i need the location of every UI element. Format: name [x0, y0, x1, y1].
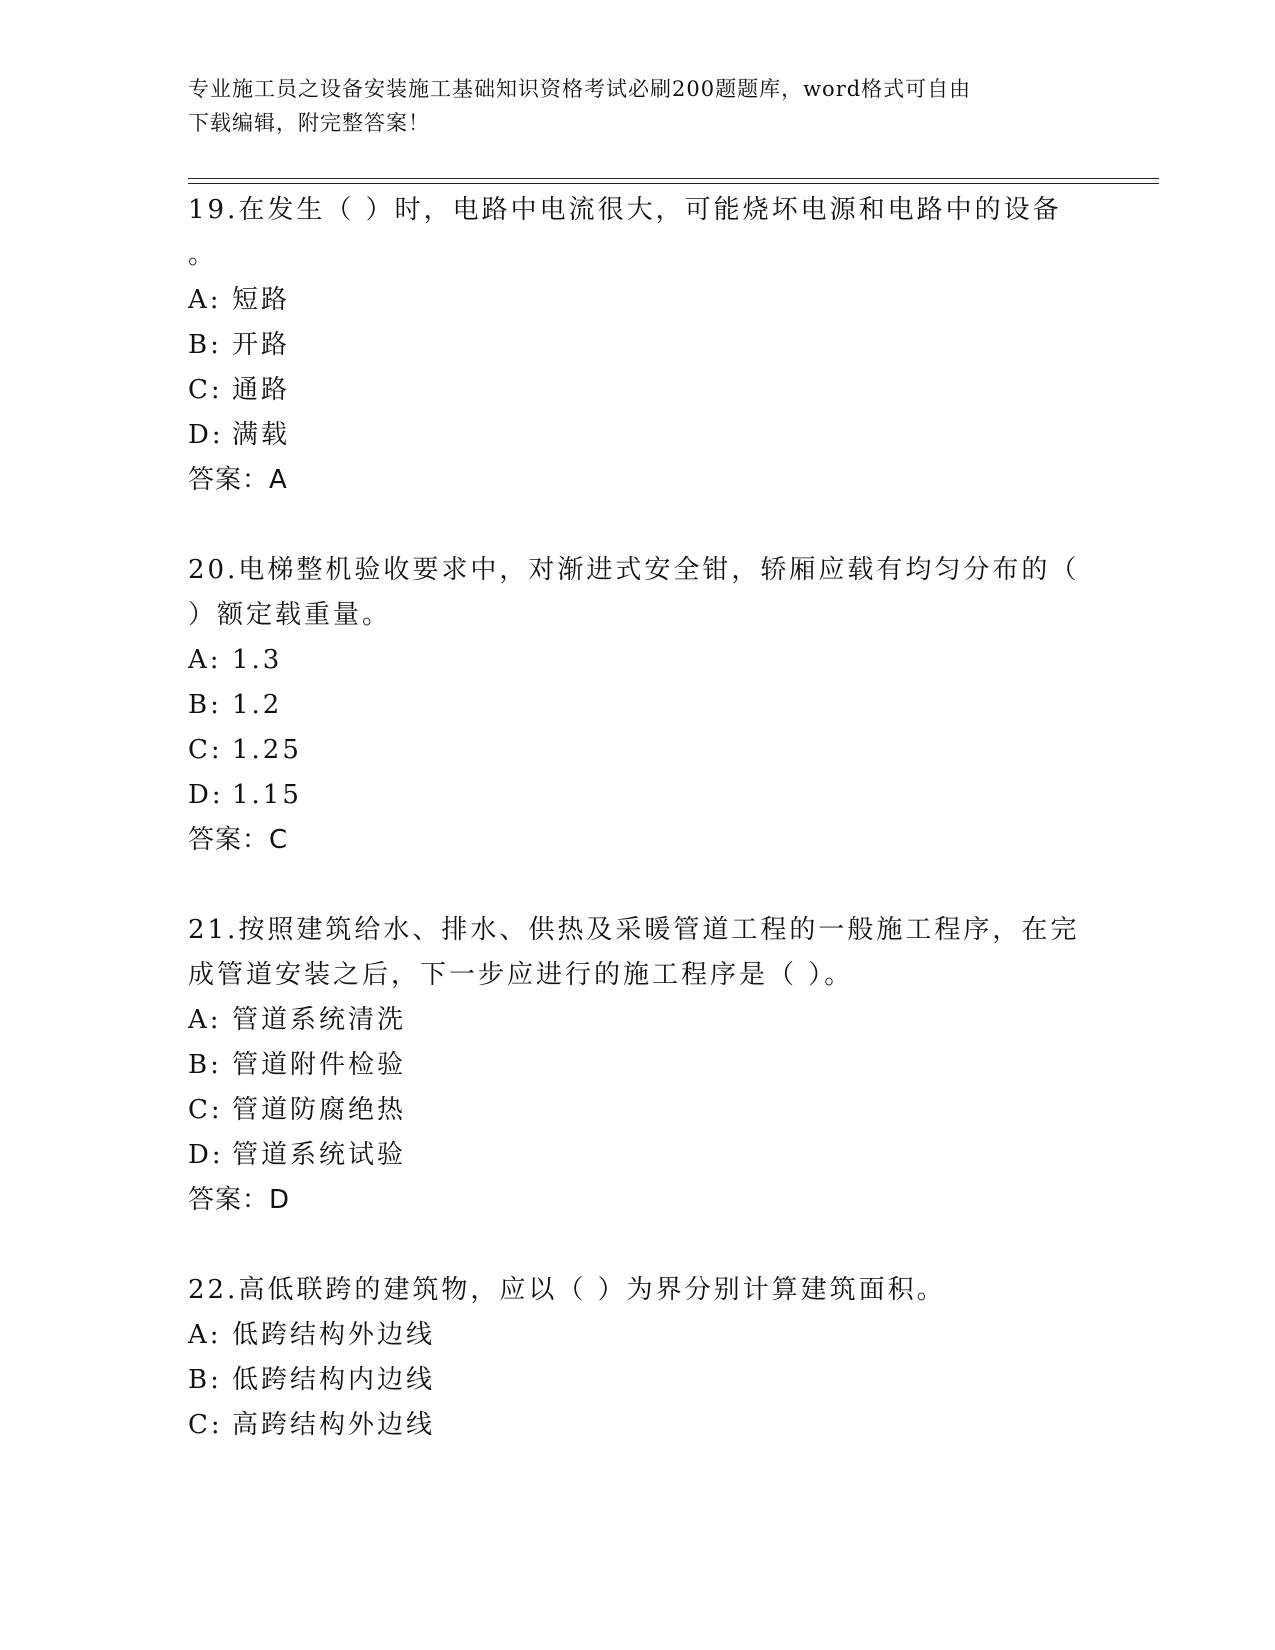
- option-letter: B:: [188, 1050, 222, 1080]
- option-d: [188, 773, 1088, 818]
- option-text: 管道防腐绝热: [232, 1095, 407, 1125]
- question-text-line-1: 电梯整机验收要求中，对渐进式安全钳，轿厢应载有均匀分布的（: [238, 555, 1080, 585]
- option-a: [188, 1313, 1088, 1358]
- option-letter: D:: [188, 1140, 224, 1170]
- option-c: [188, 1088, 1088, 1133]
- question-number: 20.: [188, 555, 239, 585]
- question-number: 19.: [188, 195, 239, 225]
- option-text: 1.3: [232, 645, 283, 675]
- question-text-line-1: 按照建筑给水、排水、供热及采暖管道工程的一般施工程序，在完: [238, 915, 1080, 945]
- question-list: [188, 188, 1088, 1493]
- option-letter: A:: [188, 285, 222, 315]
- option-text: 1.2: [232, 690, 283, 720]
- option-text: 管道系统试验: [232, 1140, 407, 1170]
- option-d: [188, 1133, 1088, 1178]
- option-c: [188, 368, 1088, 413]
- option-letter: A:: [188, 645, 222, 675]
- option-letter: B:: [188, 330, 222, 360]
- option-text: 管道附件检验: [232, 1050, 407, 1080]
- option-letter: D:: [188, 420, 224, 450]
- option-letter: B:: [188, 1365, 222, 1395]
- question-number: 21.: [188, 915, 239, 945]
- question-stem: [188, 1268, 1088, 1313]
- option-letter: D:: [188, 780, 224, 810]
- option-text: 通路: [232, 375, 291, 405]
- answer-line: 答案：A: [188, 465, 288, 495]
- option-text: 满载: [232, 420, 291, 450]
- document-header: [188, 72, 1088, 140]
- question-text-line-1: 在发生（ ）时，电路中电流很大，可能烧坏电源和电路中的设备: [238, 195, 1062, 225]
- question-21: [188, 908, 1088, 1223]
- option-a: [188, 278, 1088, 323]
- question-stem: [188, 908, 1088, 953]
- option-text: 开路: [232, 330, 291, 360]
- option-d: [188, 413, 1088, 458]
- option-b: [188, 1358, 1088, 1403]
- question-22: [188, 1268, 1088, 1448]
- question-number: 22.: [188, 1275, 239, 1305]
- option-b: [188, 1043, 1088, 1088]
- question-stem: [188, 188, 1088, 233]
- option-letter: C:: [188, 1410, 223, 1440]
- option-a: [188, 638, 1088, 683]
- option-letter: B:: [188, 690, 222, 720]
- option-text: 管道系统清洗: [232, 1005, 407, 1035]
- option-text: 高跨结构外边线: [232, 1410, 436, 1440]
- option-letter: A:: [188, 1005, 222, 1035]
- question-stem: [188, 548, 1088, 593]
- option-letter: C:: [188, 1095, 223, 1125]
- question-text-line-1: 高低联跨的建筑物，应以（ ）为界分别计算建筑面积。: [238, 1275, 946, 1305]
- answer-line: 答案：C: [188, 825, 289, 855]
- option-b: [188, 683, 1088, 728]
- option-text: 低跨结构外边线: [232, 1320, 436, 1350]
- option-c: [188, 1403, 1088, 1448]
- option-text: 低跨结构内边线: [232, 1365, 436, 1395]
- option-letter: C:: [188, 735, 223, 765]
- question-text-line-2: ）额定载重量。: [188, 600, 392, 630]
- header-line-2: 下载编辑，附完整答案！: [188, 111, 430, 135]
- option-a: [188, 998, 1088, 1043]
- option-c: [188, 728, 1088, 773]
- option-letter: A:: [188, 1320, 222, 1350]
- question-20: [188, 548, 1088, 863]
- answer-line: 答案：D: [188, 1185, 291, 1215]
- option-text: 短路: [232, 285, 291, 315]
- header-line-1: 专业施工员之设备安装施工基础知识资格考试必刷200题题库，word格式可自由: [188, 77, 972, 101]
- question-text-line-2: 。: [188, 240, 218, 270]
- question-text-line-2: 成管道安装之后，下一步应进行的施工程序是（ ）。: [188, 960, 854, 990]
- question-19: [188, 188, 1088, 503]
- option-text: 1.25: [232, 735, 302, 765]
- header-divider: [188, 178, 1159, 184]
- option-text: 1.15: [232, 780, 302, 810]
- option-letter: C:: [188, 375, 223, 405]
- option-b: [188, 323, 1088, 368]
